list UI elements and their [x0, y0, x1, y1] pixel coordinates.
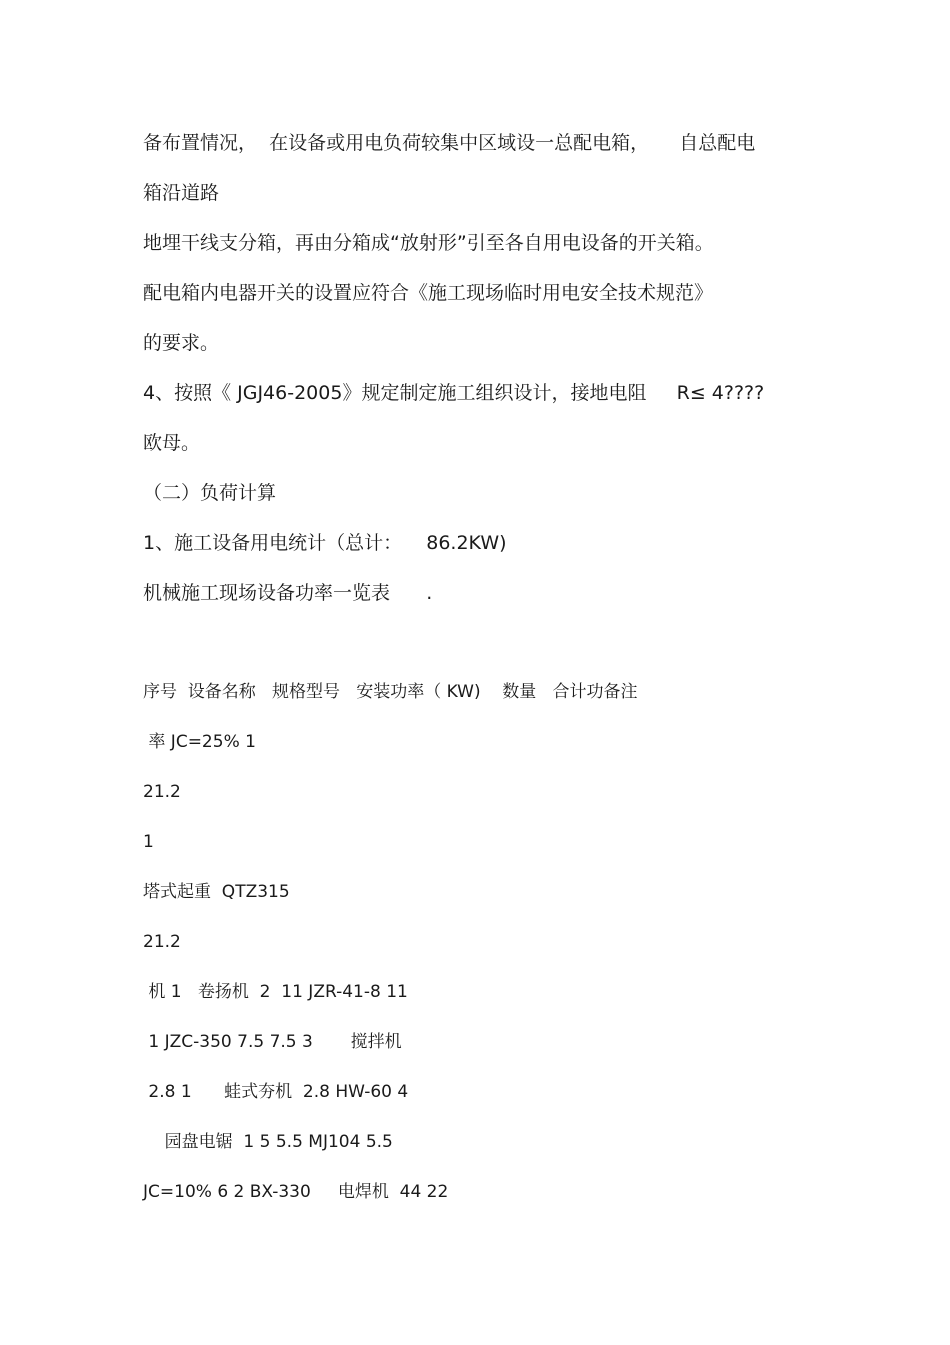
- text-line-7: 欧母。: [143, 432, 201, 454]
- table-text-line-6: 机 1 卷扬机 2 11 JZR-41-8 11: [143, 982, 408, 1002]
- table-text-line-3: 1: [143, 832, 154, 852]
- table-text-line-4: 塔式起重 QTZ315: [143, 882, 290, 902]
- table-text-line-8: 2.8 1 蛙式夯机 2.8 HW-60 4: [143, 1082, 409, 1102]
- text-line-9: 1、施工设备用电统计（总计： 86.2KW): [143, 532, 507, 554]
- table-text-line-5: 21.2: [143, 932, 181, 952]
- table-text-line-10: JC=10% 6 2 BX-330 电焊机 44 22: [143, 1182, 449, 1202]
- table-header-line: 序号 设备名称 规格型号 安装功率（ KW) 数量 合计功备注: [143, 682, 638, 702]
- text-line-1: 备布置情况， 在设备或用电负荷较集中区域设一总配电箱， 自总配电: [143, 132, 756, 154]
- text-line-4: 配电箱内电器开关的设置应符合《施工现场临时用电安全技术规范》: [143, 282, 714, 304]
- table-text-line-1: 率 JC=25% 1: [143, 732, 256, 752]
- table-text-line-7: 1 JZC-350 7.5 7.5 3 搅拌机: [143, 1032, 402, 1052]
- table-title: 机械施工现场设备功率一览表 .: [143, 582, 433, 604]
- section-heading: （二）负荷计算: [143, 482, 277, 504]
- text-line-6: 4、按照《 JGJ46-2005》规定制定施工组织设计，接地电阻 R≤ 4????: [143, 382, 765, 404]
- text-line-2: 箱沿道路: [143, 182, 220, 204]
- table-text-line-2: 21.2: [143, 782, 181, 802]
- text-line-3: 地埋干线支分箱，再由分箱成“放射形”引至各自用电设备的开关箱。: [143, 232, 714, 254]
- table-text-line-9: 园盘电锯 1 5 5.5 MJ104 5.5: [143, 1132, 393, 1152]
- text-line-5: 的要求。: [143, 332, 220, 354]
